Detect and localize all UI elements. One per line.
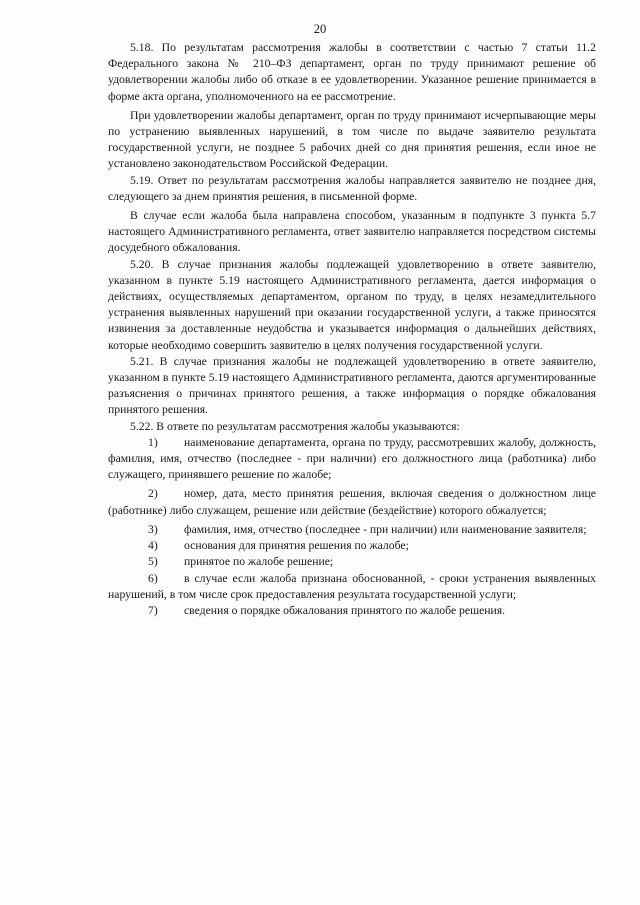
paragraph-5-19-continuation: В случае если жалоба была направлена способом, указанным в подпункте 3 пункта 5.7 настоящего Административного регламента, ответ заявителю направляется посредством системы досудебного обжалования.: [108, 209, 596, 255]
list-item: [108, 522, 596, 538]
list-item-text: принятое по жалобе решение;: [184, 555, 334, 569]
list-item-number: 1): [148, 435, 158, 449]
document-body: [108, 40, 596, 619]
list-item-number: 6): [148, 571, 158, 585]
list-item: [108, 603, 596, 619]
list-item-number: 4): [148, 539, 158, 553]
list-item-text: в случае если жалоба признана обоснованной, - сроки устранения выявленных нарушений, в том числе срок предоставления результата государственной услуги;: [108, 571, 596, 601]
list-item-text: основания для принятия решения по жалобе;: [184, 539, 409, 553]
paragraph-5-18-continuation: При удовлетворении жалобы департамент, орган по труду принимают исчерпывающие меры по устранению выявленных нарушений, в том числе по выдаче заявителю результата государственной услуги, не позднее 5 рабочих дней со дня принятия решения, если иное не установлено законодательством Российской Федерации.: [108, 108, 596, 171]
paragraph-5-22: 5.22. В ответе по результатам рассмотрения жалобы указываются:: [130, 419, 460, 433]
list-item-text: номер, дата, место принятия решения, включая сведения о должностном лице (работнике) либо служащем, решение или действие (бездействие) которого обжалуется;: [108, 487, 596, 517]
list-item-text: фамилия, имя, отчество (последнее - при наличии) или наименование заявителя;: [184, 522, 587, 536]
list-item: [108, 538, 596, 554]
list-item: [108, 571, 596, 603]
list-item-text: сведения о порядке обжалования принятого по жалобе решения.: [184, 603, 506, 617]
paragraph-5-19: 5.19. Ответ по результатам рассмотрения жалобы направляется заявителю не позднее дня, следующего за днем принятия решения, в письменной форме.: [108, 173, 596, 203]
paragraph-5-20: 5.20. В случае признания жалобы подлежащей удовлетворению в ответе заявителю, указанном в пункте 5.19 настоящего Административного регламента, дается информация о действиях, осуществляемых департаментом, органом по труду, в целях незамедлительного устранения выявленных нарушений при оказании государственной услуги, а также приносятся извинения за доставленные неудобства и указывается информация о дальнейших действиях, которые необходимо совершить заявителю в целях получения государственной услуги.: [108, 257, 596, 352]
list-item-number: 2): [148, 487, 158, 501]
list-item: [108, 435, 596, 484]
list-item-text: наименование департамента, органа по труду, рассмотревших жалобу, должность, фамилия, имя, отчество (последнее - при наличии) его должностного лица (работника) либо служащего, принявшего решение по жалобе;: [108, 435, 596, 482]
page-number: 20: [313, 22, 327, 36]
list-item-number: 7): [148, 603, 158, 617]
list-item: [108, 486, 596, 518]
list-item: [108, 554, 596, 570]
list-item-number: 5): [148, 555, 158, 569]
paragraph-5-18: 5.18. По результатам рассмотрения жалобы в соответствии с частью 7 статьи 11.2 Федерального закона № 210–ФЗ департамент, орган по труду принимают решение об удовлетворении жалобы либо об отказе в ее удовлетворении. Указанное решение принимается в форме акта органа, уполномоченного на ее рассмотрение.: [108, 41, 596, 103]
paragraph-5-21: 5.21. В случае признания жалобы не подлежащей удовлетворению в ответе заявителю, указанном в пункте 5.19 настоящего Административного регламента, даются аргументированные разъяснения о причинах принятого решения, а также информация о порядке обжалования принятого решения.: [108, 354, 596, 417]
list-item-number: 3): [148, 522, 158, 536]
